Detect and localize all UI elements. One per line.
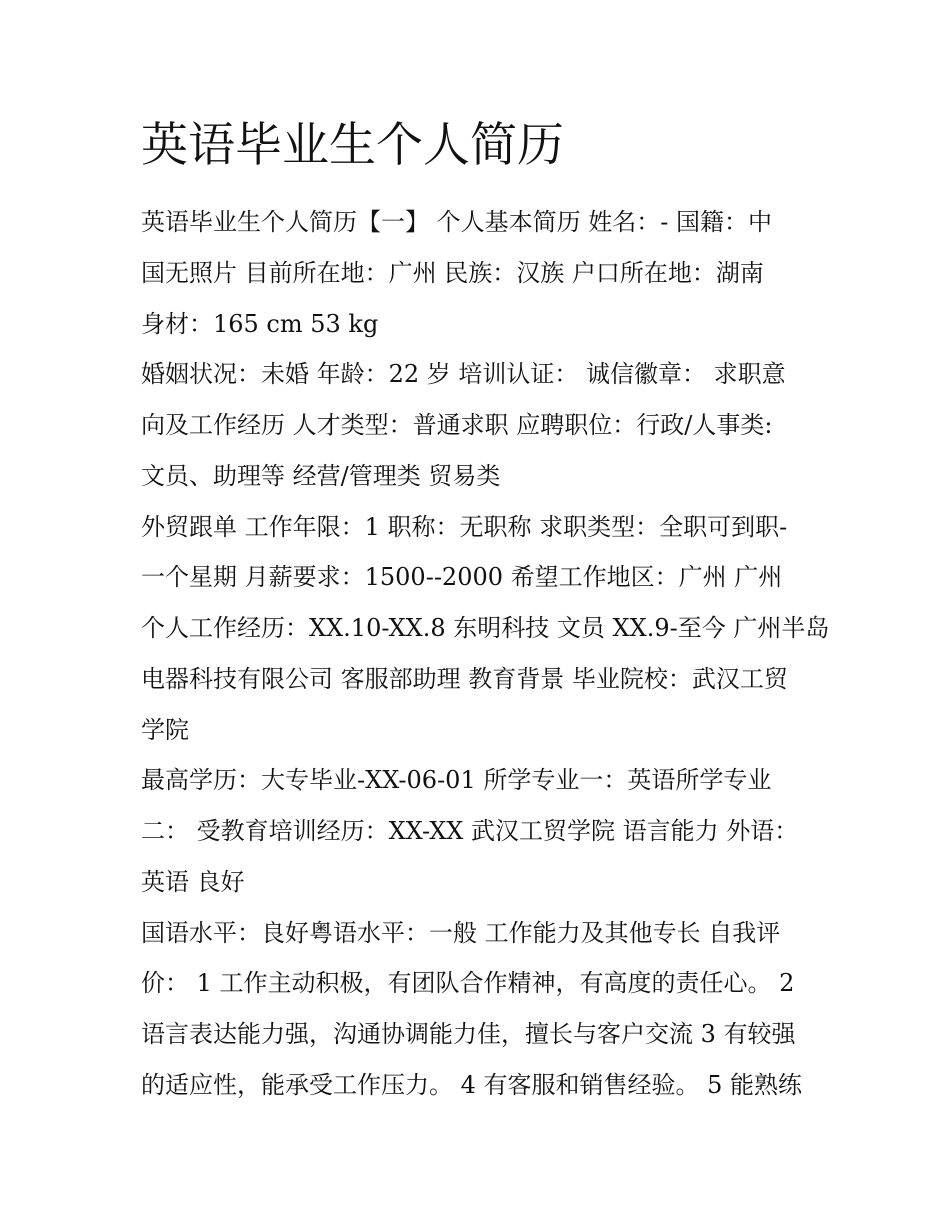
body-line-4: 婚姻状况：未婚 年龄：22 岁 培训认证： 诚信徽章： 求职意 <box>141 360 786 388</box>
body-line-1: 英语毕业生个人简历【一】 个人基本简历 姓名：- 国籍：中 <box>141 208 772 236</box>
body-line-7: 外贸跟单 工作年限：1 职称：无职称 求职类型：全职可到职- <box>141 513 788 541</box>
body-line-3: 身材：165 cm 53 kg <box>141 310 379 338</box>
body-line-13: 二： 受教育培训经历：XX-XX 武汉工贸学院 语言能力 外语： <box>141 817 799 845</box>
body-line-16: 价： 1 工作主动积极，有团队合作精神，有高度的责任心。 2 <box>141 969 795 997</box>
body-line-6: 文员、助理等 经营/管理类 贸易类 <box>141 462 501 490</box>
body-line-10: 电器科技有限公司 客服部助理 教育背景 毕业院校：武汉工贸 <box>141 665 788 693</box>
body-line-18: 的适应性，能承受工作压力。 4 有客服和销售经验。 5 能熟练 <box>141 1071 803 1099</box>
body-line-8: 一个星期 月薪要求：1500--2000 希望工作地区：广州 广州 <box>141 563 783 591</box>
body-line-9: 个人工作经历：XX.10-XX.8 东明科技 文员 XX.9-至今 广州半岛 <box>141 614 830 642</box>
body-line-14: 英语 良好 <box>141 868 245 896</box>
body-line-17: 语言表达能力强，沟通协调能力佳，擅长与客户交流 3 有较强 <box>141 1020 796 1048</box>
body-line-2: 国无照片 目前所在地：广州 民族：汉族 户口所在地：湖南 <box>141 259 764 287</box>
body-line-11: 学院 <box>141 716 189 744</box>
body-line-5: 向及工作经历 人才类型：普通求职 应聘职位：行政/人事类: <box>141 411 773 439</box>
document-title: 英语毕业生个人简历 <box>141 118 564 173</box>
body-line-15: 国语水平：良好粤语水平：一般 工作能力及其他专长 自我评 <box>141 919 781 947</box>
body-line-12: 最高学历：大专毕业-XX-06-01 所学专业一：英语所学专业 <box>141 766 772 794</box>
